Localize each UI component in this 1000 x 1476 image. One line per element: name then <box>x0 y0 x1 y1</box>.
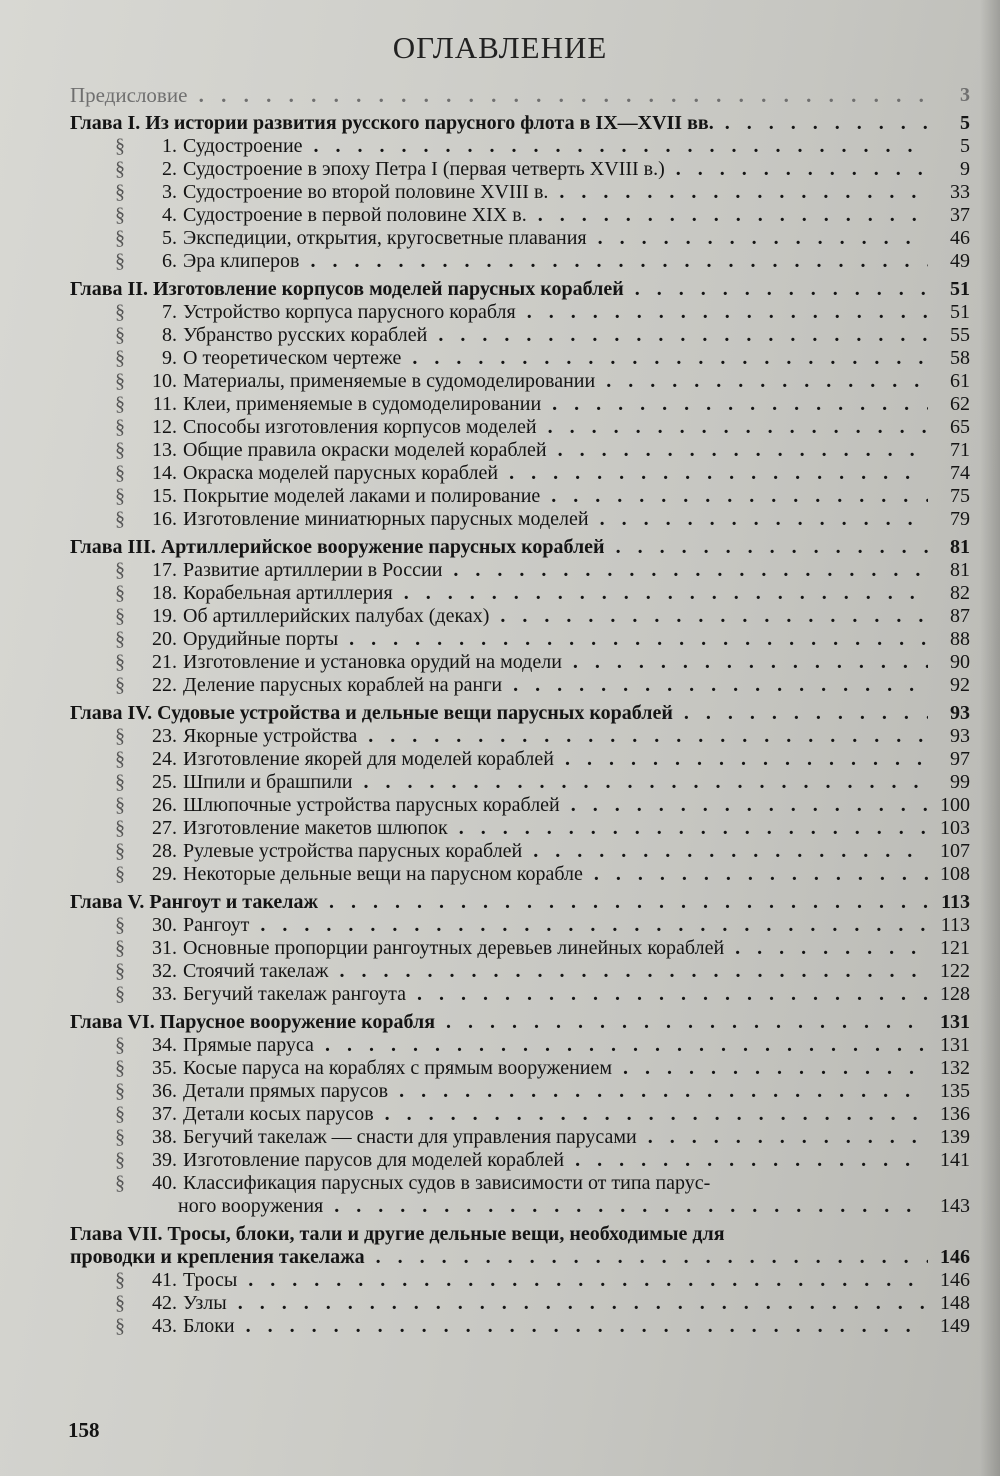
section-title <box>115 605 928 628</box>
toc-entry <box>0 250 1000 273</box>
section-text: Шлюпочные устройства парусных кораблей <box>183 794 560 816</box>
toc-entry <box>0 1315 1000 1338</box>
section-sign: § <box>115 1034 125 1056</box>
section-number: 2. <box>162 158 177 180</box>
toc-entry <box>0 462 1000 485</box>
toc-page-number: 81 <box>950 559 970 581</box>
section-text: Судостроение в первой половине XIX в. <box>183 204 527 226</box>
toc-page-number: 99 <box>950 771 970 793</box>
section-number: 34. <box>152 1034 177 1056</box>
section-text: Об артиллерийских палубах (деках) <box>183 605 490 627</box>
toc-page-number: 100 <box>940 794 970 816</box>
section-title <box>115 324 928 347</box>
toc-page-number: 149 <box>940 1315 970 1337</box>
section-sign: § <box>115 1269 125 1291</box>
section-sign: § <box>115 817 125 839</box>
toc-page-number: 62 <box>950 393 970 415</box>
toc-page-number: 58 <box>950 347 970 369</box>
section-sign: § <box>115 485 125 507</box>
section-title <box>115 135 928 158</box>
section-number: 36. <box>152 1080 177 1102</box>
toc-entry <box>0 1103 1000 1126</box>
section-text: Изготовление и установка орудий на модели <box>183 651 562 673</box>
table-of-contents <box>0 84 1000 1338</box>
toc-entry <box>0 278 1000 301</box>
toc-page-number: 103 <box>940 817 970 839</box>
section-sign: § <box>115 1315 125 1337</box>
section-sign: § <box>115 725 125 747</box>
toc-page-number: 65 <box>950 416 970 438</box>
toc-page-number: 3 <box>960 84 970 106</box>
section-sign: § <box>115 748 125 770</box>
toc-page-number: 93 <box>950 725 970 747</box>
section-number: 13. <box>152 439 177 461</box>
toc-entry <box>0 840 1000 863</box>
section-text: Бегучий такелаж рангоута <box>183 983 407 1005</box>
section-title <box>115 937 928 960</box>
section-number: 43. <box>152 1315 177 1337</box>
section-text: Основные пропорции рангоутных деревьев линейных кораблей <box>183 937 725 959</box>
section-text: Судостроение во второй половине XVIII в. <box>183 181 549 203</box>
toc-entry <box>0 559 1000 582</box>
chapter-title: проводки и крепления такелажа . . . <box>70 1246 928 1269</box>
section-text-continued: ного вооружения . . . <box>178 1195 928 1218</box>
section-title <box>115 628 928 651</box>
section-title <box>115 559 928 582</box>
section-number: 5. <box>162 227 177 249</box>
section-text: Блоки <box>183 1315 235 1337</box>
section-text: Прямые паруса <box>183 1034 314 1056</box>
section-title <box>115 485 928 508</box>
toc-page-number: 79 <box>950 508 970 530</box>
toc-entry <box>0 84 1000 107</box>
section-sign: § <box>115 863 125 885</box>
toc-page-number: 143 <box>940 1195 970 1217</box>
section-number: 37. <box>152 1103 177 1125</box>
section-text: Способы изготовления корпусов моделей <box>183 416 537 438</box>
toc-page-number: 46 <box>950 227 970 249</box>
section-text: Некоторые дельные вещи на парусном корабле <box>183 863 583 885</box>
section-text: Рангоут <box>183 914 250 936</box>
section-text: Орудийные порты <box>183 628 339 650</box>
toc-entry <box>0 227 1000 250</box>
toc-entry <box>0 1172 1000 1195</box>
toc-page-number: 132 <box>940 1057 970 1079</box>
section-number: 14. <box>152 462 177 484</box>
toc-page-number: 93 <box>950 702 970 724</box>
toc-entry <box>0 748 1000 771</box>
section-title <box>115 817 928 840</box>
section-number: 42. <box>152 1292 177 1314</box>
section-text: Изготовление парусов для моделей кораблей <box>183 1149 565 1171</box>
section-title <box>115 582 928 605</box>
section-title <box>115 393 928 416</box>
toc-entry <box>0 347 1000 370</box>
section-text: Клеи, применяемые в судомоделировании <box>183 393 542 415</box>
section-text: Тросы <box>183 1269 238 1291</box>
section-text: Узлы <box>183 1292 227 1314</box>
section-number: 27. <box>152 817 177 839</box>
toc-page-number: 136 <box>940 1103 970 1125</box>
toc-page-number: 33 <box>950 181 970 203</box>
toc-page-number: 9 <box>960 158 970 180</box>
toc-entry <box>0 674 1000 697</box>
section-title <box>115 1057 928 1080</box>
section-title <box>115 416 928 439</box>
section-number: 31. <box>152 937 177 959</box>
section-sign: § <box>115 1103 125 1125</box>
section-number: 28. <box>152 840 177 862</box>
section-text: Рулевые устройства парусных кораблей <box>183 840 523 862</box>
section-title <box>115 1315 928 1338</box>
toc-entry <box>0 181 1000 204</box>
section-text: Детали прямых парусов <box>183 1080 389 1102</box>
section-title <box>115 508 928 531</box>
section-number: 25. <box>152 771 177 793</box>
section-title <box>115 370 928 393</box>
section-number: 11. <box>152 393 177 415</box>
page-edge-shadow <box>980 0 1000 1476</box>
section-title <box>115 1292 928 1315</box>
toc-entry <box>0 1223 1000 1246</box>
section-title <box>115 1103 928 1126</box>
section-sign: § <box>115 204 125 226</box>
toc-page-number: 107 <box>940 840 970 862</box>
toc-entry <box>0 1011 1000 1034</box>
toc-page-number: 49 <box>950 250 970 272</box>
section-number: 17. <box>152 559 177 581</box>
toc-page-number: 90 <box>950 651 970 673</box>
section-text: Классификация парусных судов в зависимости от типа парус- <box>183 1172 711 1194</box>
section-sign: § <box>115 582 125 604</box>
page-title: ОГЛАВЛЕНИЕ <box>392 30 608 65</box>
section-text: Устройство корпуса парусного корабля <box>183 301 516 323</box>
section-text: Окраска моделей парусных кораблей <box>183 462 499 484</box>
toc-entry <box>0 324 1000 347</box>
toc-page-number: 146 <box>940 1246 970 1268</box>
toc-page-number: 113 <box>940 914 970 936</box>
toc-entry <box>0 508 1000 531</box>
toc-page-number: 122 <box>940 960 970 982</box>
section-number: 41. <box>152 1269 177 1291</box>
section-sign: § <box>115 1292 125 1314</box>
page-number: 158 <box>68 1418 100 1442</box>
toc-entry <box>0 1269 1000 1292</box>
section-title <box>115 651 928 674</box>
toc-entry <box>0 370 1000 393</box>
section-number: 8. <box>162 324 177 346</box>
section-number: 7. <box>162 301 177 323</box>
section-text: Судостроение в эпоху Петра I (первая четверть XVIII в.) <box>183 158 665 180</box>
section-title <box>115 204 928 227</box>
toc-page-number: 81 <box>950 536 970 558</box>
toc-entry <box>0 1034 1000 1057</box>
section-title <box>115 983 928 1006</box>
section-title <box>115 771 928 794</box>
section-sign: § <box>115 227 125 249</box>
toc-entry <box>0 1126 1000 1149</box>
section-title <box>115 1149 928 1172</box>
section-title <box>115 914 928 937</box>
toc-page-number: 5 <box>960 112 970 134</box>
section-title <box>115 674 928 697</box>
toc-entry <box>0 112 1000 135</box>
section-sign: § <box>115 250 125 272</box>
section-sign: § <box>115 771 125 793</box>
section-sign: § <box>115 416 125 438</box>
section-number: 39. <box>152 1149 177 1171</box>
toc-page-number: 5 <box>960 135 970 157</box>
section-text: Шпили и брашпили <box>183 771 353 793</box>
section-number: 29. <box>152 863 177 885</box>
toc-entry <box>0 651 1000 674</box>
section-sign: § <box>115 794 125 816</box>
section-text: Стоячий такелаж <box>183 960 329 982</box>
section-title <box>115 1034 928 1057</box>
toc-entry <box>0 536 1000 559</box>
section-title <box>115 439 928 462</box>
section-sign: § <box>115 301 125 323</box>
section-number: 18. <box>152 582 177 604</box>
toc-entry <box>0 485 1000 508</box>
toc-entry <box>0 817 1000 840</box>
toc-entry <box>0 771 1000 794</box>
section-sign: § <box>115 1080 125 1102</box>
section-title <box>115 1126 928 1149</box>
section-number: 9. <box>162 347 177 369</box>
section-number: 32. <box>152 960 177 982</box>
section-number: 16. <box>152 508 177 530</box>
section-number: 19. <box>152 605 177 627</box>
section-text: Изготовление миниатюрных парусных моделей <box>183 508 589 530</box>
toc-page-number: 146 <box>940 1269 970 1291</box>
section-text: Покрытие моделей лаками и полирование <box>183 485 541 507</box>
section-text: Убранство русских кораблей <box>183 324 428 346</box>
section-sign: § <box>115 983 125 1005</box>
section-sign: § <box>115 1149 125 1171</box>
section-sign: § <box>115 439 125 461</box>
chapter-title: Глава IV. Судовые устройства и дельные вещи парусных кораблей . . . <box>70 702 928 725</box>
toc-entry <box>0 725 1000 748</box>
toc-entry <box>0 914 1000 937</box>
section-title <box>115 794 928 817</box>
section-title <box>115 725 928 748</box>
chapter-title: Глава III. Артиллерийское вооружение парусных кораблей . . . <box>70 536 928 559</box>
section-sign: § <box>115 135 125 157</box>
chapter-title: Глава II. Изготовление корпусов моделей парусных кораблей . . . <box>70 278 928 301</box>
section-sign: § <box>115 960 125 982</box>
section-text: Изготовление якорей для моделей кораблей <box>183 748 554 770</box>
section-sign: § <box>115 508 125 530</box>
toc-entry <box>0 891 1000 914</box>
section-sign: § <box>115 937 125 959</box>
section-sign: § <box>115 393 125 415</box>
section-text: Общие правила окраски моделей кораблей <box>183 439 547 461</box>
toc-page-number: 51 <box>950 278 970 300</box>
toc-entry <box>0 937 1000 960</box>
toc-page-number: 88 <box>950 628 970 650</box>
toc-page-number: 108 <box>940 863 970 885</box>
section-text: Развитие артиллерии в России <box>183 559 443 581</box>
section-sign: § <box>115 674 125 696</box>
toc-entry <box>0 794 1000 817</box>
toc-page-number: 139 <box>940 1126 970 1148</box>
toc-entry <box>0 204 1000 227</box>
section-text: Деление парусных кораблей на ранги <box>183 674 503 696</box>
section-sign: § <box>115 370 125 392</box>
toc-page-number: 75 <box>950 485 970 507</box>
section-sign: § <box>115 181 125 203</box>
toc-entry <box>0 1057 1000 1080</box>
section-text: Эра клиперов <box>183 250 300 272</box>
section-title <box>115 158 928 181</box>
toc-entry <box>0 582 1000 605</box>
toc-page-number: 71 <box>950 439 970 461</box>
section-title <box>115 960 928 983</box>
toc-page-number: 135 <box>940 1080 970 1102</box>
toc-entry <box>0 301 1000 324</box>
toc-entry <box>0 702 1000 725</box>
section-number: 26. <box>152 794 177 816</box>
section-sign: § <box>115 651 125 673</box>
section-number: 23. <box>152 725 177 747</box>
section-sign: § <box>115 914 125 936</box>
toc-page-number: 121 <box>940 937 970 959</box>
toc-page-number: 131 <box>940 1034 970 1056</box>
section-sign: § <box>115 462 125 484</box>
toc-entry <box>0 983 1000 1006</box>
section-number: 3. <box>162 181 177 203</box>
toc-entry <box>0 1195 1000 1218</box>
toc-entry <box>0 863 1000 886</box>
section-number: 30. <box>152 914 177 936</box>
toc-entry <box>0 1149 1000 1172</box>
toc-page-number: 128 <box>940 983 970 1005</box>
toc-page-number: 148 <box>940 1292 970 1314</box>
section-number: 15. <box>152 485 177 507</box>
section-sign: § <box>115 158 125 180</box>
section-title <box>115 227 928 250</box>
chapter-title: Глава VI. Парусное вооружение корабля . . . <box>70 1011 928 1034</box>
section-number: 4. <box>162 204 177 226</box>
section-text: Косые паруса на кораблях с прямым вооружением <box>183 1057 613 1079</box>
section-sign: § <box>115 347 125 369</box>
chapter-title: Глава V. Рангоут и такелаж . . . <box>70 891 928 914</box>
toc-page-number: 141 <box>940 1149 970 1171</box>
toc-page-number: 74 <box>950 462 970 484</box>
section-number: 33. <box>152 983 177 1005</box>
section-title <box>115 462 928 485</box>
toc-page-number: 51 <box>950 301 970 323</box>
section-title <box>115 1172 928 1195</box>
section-number: 35. <box>152 1057 177 1079</box>
section-title <box>115 347 928 370</box>
section-number: 21. <box>152 651 177 673</box>
toc-page-number: 37 <box>950 204 970 226</box>
section-text: Бегучий такелаж — снасти для управления парусами <box>183 1126 637 1148</box>
section-number: 10. <box>152 370 177 392</box>
toc-entry <box>0 416 1000 439</box>
toc-entry <box>0 960 1000 983</box>
toc-page-number: 87 <box>950 605 970 627</box>
section-text: Корабельная артиллерия <box>183 582 393 604</box>
section-sign: § <box>115 628 125 650</box>
preface-title: Предисловие . . . <box>70 84 928 107</box>
section-text: Якорные устройства <box>183 725 358 747</box>
section-title <box>115 748 928 771</box>
toc-page-number: 61 <box>950 370 970 392</box>
toc-page-number: 131 <box>940 1011 970 1033</box>
toc-entry <box>0 1292 1000 1315</box>
toc-page-number: 82 <box>950 582 970 604</box>
toc-page-number: 113 <box>941 891 970 913</box>
section-text: Детали косых парусов <box>183 1103 374 1125</box>
section-sign: § <box>115 559 125 581</box>
section-text: Экспедиции, открытия, кругосветные плавания <box>183 227 587 249</box>
section-number: 6. <box>162 250 177 272</box>
toc-page-number: 55 <box>950 324 970 346</box>
section-sign: § <box>115 1172 125 1194</box>
section-number: 22. <box>152 674 177 696</box>
section-sign: § <box>115 1126 125 1148</box>
section-text: Изготовление макетов шлюпок <box>183 817 448 839</box>
section-text: Материалы, применяемые в судомоделировании <box>183 370 596 392</box>
section-number: 12. <box>152 416 177 438</box>
toc-entry <box>0 393 1000 416</box>
toc-entry <box>0 439 1000 462</box>
section-sign: § <box>115 840 125 862</box>
section-text: Судостроение <box>183 135 303 157</box>
section-sign: § <box>115 605 125 627</box>
section-title <box>115 1269 928 1292</box>
chapter-title: Глава I. Из истории развития русского парусного флота в IX—XVII вв. . . . <box>70 112 928 135</box>
section-number: 24. <box>152 748 177 770</box>
section-number: 20. <box>152 628 177 650</box>
section-title <box>115 863 928 886</box>
toc-entry <box>0 1080 1000 1103</box>
toc-page-number: 97 <box>950 748 970 770</box>
toc-entry <box>0 135 1000 158</box>
section-sign: § <box>115 324 125 346</box>
section-text: О теоретическом чертеже <box>183 347 402 369</box>
section-number: 40. <box>152 1172 177 1194</box>
chapter-title: Глава VII. Тросы, блоки, тали и другие дельные вещи, необходимые для <box>70 1223 725 1245</box>
toc-page-number: 92 <box>950 674 970 696</box>
section-title <box>115 301 928 324</box>
section-title <box>115 1080 928 1103</box>
toc-entry <box>0 605 1000 628</box>
section-title <box>115 840 928 863</box>
section-number: 1. <box>162 135 177 157</box>
toc-entry <box>0 1246 1000 1269</box>
section-title <box>115 250 928 273</box>
toc-entry <box>0 158 1000 181</box>
section-number: 38. <box>152 1126 177 1148</box>
section-title <box>115 181 928 204</box>
section-sign: § <box>115 1057 125 1079</box>
toc-entry <box>0 628 1000 651</box>
